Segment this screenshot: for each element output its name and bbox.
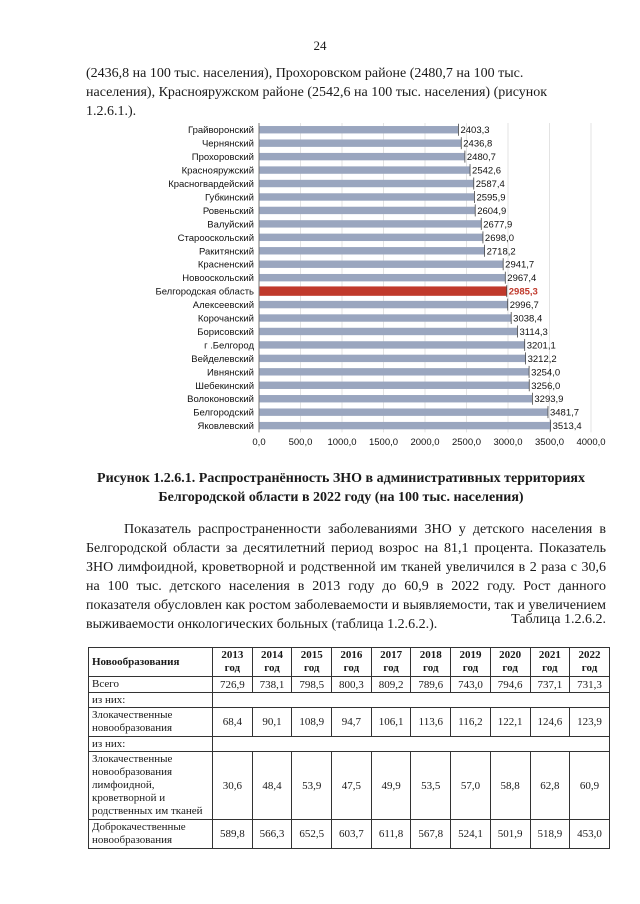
value-cell: 113,6 [411,708,451,737]
value-label: 3256,0 [531,380,561,392]
category-label: Борисовский [197,326,254,338]
value-cell: 800,3 [332,677,372,693]
value-cell: 106,1 [371,708,411,737]
prevalence-bar-chart [0,118,640,458]
category-label: Яковлевский [197,421,254,433]
value-cell: 743,0 [451,677,491,693]
row-label: Всего [89,677,213,693]
neoplasm-table [88,647,610,849]
value-label: 2718,2 [486,246,516,258]
value-label: 3254,0 [531,367,561,379]
value-cell: 789,6 [411,677,451,693]
value-cell: 94,7 [332,708,372,737]
bar [259,368,529,375]
category-label: Ракитянский [198,246,254,258]
value-label: 2698,0 [484,232,514,244]
column-header-year [490,648,530,677]
value-cell: 57,0 [451,752,491,820]
year-unit: год [502,662,518,674]
value-cell: 731,3 [570,677,610,693]
value-cell: 123,9 [570,708,610,737]
column-header-neoplasms: Новообразования [89,648,213,677]
table-row [89,752,610,820]
value-cell: 794,6 [490,677,530,693]
bar [259,153,465,160]
bar [259,166,470,173]
value-cell: 53,9 [292,752,332,820]
value-label: 2677,9 [483,219,513,231]
bar [259,395,532,402]
value-cell: 567,8 [411,820,451,849]
value-label: 2996,7 [509,300,539,312]
category-label: Краснояружский [181,165,254,177]
year-unit: год [343,662,360,674]
category-label: Волоконовский [187,394,254,406]
page-number: 24 [313,38,327,53]
x-tick-label: 0,0 [252,437,266,448]
bar [259,207,475,214]
value-cell: 798,5 [292,677,332,693]
value-cell: 726,9 [213,677,253,693]
bar [259,247,485,254]
column-header-year [411,648,451,677]
category-label: Ивнянский [206,367,254,379]
category-label: Прохоровский [191,152,254,164]
value-label: 2587,4 [475,179,505,191]
row-label: из них: [89,693,213,708]
bar [259,126,458,133]
year-unit: год [224,662,241,674]
value-cell: 603,7 [332,820,372,849]
intro-paragraph: (2436,8 на 100 тыс. населения), Прохоровском районе (2480,7 на 100 тыс. населения), Краснояружском районе (2542,6 на 100 тыс. населения) (рисунок 1.2.6.1.). [86,66,548,119]
value-label: 3201,1 [526,340,556,352]
year-unit: год [462,662,479,674]
value-cell: 53,5 [411,752,451,820]
value-label: 2480,7 [466,152,496,164]
table-header-row [89,648,610,677]
table-body [89,677,610,849]
value-cell: 68,4 [213,708,253,737]
table-subheader-row [89,737,610,752]
category-label: Ровеньский [202,205,254,217]
x-tick-label: 1500,0 [368,437,399,448]
category-label: Красненский [197,259,254,271]
category-label: Белгородская область [155,286,254,298]
value-label: 2941,7 [505,259,535,271]
table-subheader-row [89,693,610,708]
value-label: 2595,9 [476,192,506,204]
figure-caption [86,469,596,507]
year-unit: год [581,662,598,674]
value-cell: 589,8 [213,820,253,849]
value-label: 3513,4 [552,421,582,433]
column-header-year [292,648,332,677]
value-cell: 62,8 [530,752,570,820]
value-cell: 108,9 [292,708,332,737]
category-label: Алексеевский [192,300,254,312]
year-label: 2018 [419,649,442,661]
value-cell: 124,6 [530,708,570,737]
bar [259,341,525,348]
value-cell: 90,1 [252,708,292,737]
year-unit: год [264,662,280,674]
year-unit: год [542,662,558,674]
bar [259,355,526,362]
category-label: Губкинский [204,192,254,204]
column-header-year [451,648,491,677]
table-label: Таблица 1.2.6.2. [511,612,606,627]
x-tick-label: 2000,0 [410,437,440,448]
value-cell: 60,9 [570,752,610,820]
column-header-year [213,648,253,677]
row-label: из них: [89,737,213,752]
value-label: 2436,8 [463,138,493,150]
column-header-year [530,648,570,677]
table-row [89,677,610,693]
category-label: Вейделевский [191,353,254,365]
bar [259,314,511,321]
value-cell: 611,8 [371,820,411,849]
x-tick-label: 2500,0 [451,437,482,448]
value-label: 2403,3 [460,125,490,137]
year-label: 2016 [340,649,363,661]
value-cell: 809,2 [371,677,411,693]
year-label: 2015 [300,649,323,661]
table-row [89,820,610,849]
year-label: 2014 [261,649,284,661]
value-cell: 453,0 [570,820,610,849]
value-label: 2967,4 [507,273,537,285]
bar [259,139,461,146]
column-header-year [371,648,411,677]
bar [259,274,505,281]
value-label: 3293,9 [534,394,564,406]
category-label: Валуйский [207,219,254,231]
value-cell: 116,2 [451,708,491,737]
x-tick-label: 1000,0 [327,437,357,448]
value-label: 2985,3 [508,286,538,298]
year-unit: год [303,662,320,674]
category-label: Белгородский [193,407,254,419]
bar [259,301,508,308]
row-label: Доброкачественные новообразования [89,820,213,849]
value-cell: 524,1 [451,820,491,849]
category-label: Чернянский [201,138,254,150]
body-paragraph: Показатель распространенности заболеваниями ЗНО у детского населения в Белгородской области за десятилетний период возрос на 81,1 процента. Показатель ЗНО лимфоидной, кроветворной и родственной им тканей увеличился в 2 раза с 30,6 на 100 тыс. детского населения в 2013 году до 60,9 в 2022 году. Рост данного показателя обусловлен как ростом заболеваемости и выявляемости, так и увеличением выживаемости онкологических больных (таблица 1.2.6.2.). [86,522,606,632]
bar [259,382,529,389]
year-label: 2019 [459,649,482,661]
bar [259,328,517,335]
category-label: Корочанский [197,313,254,325]
bar [259,180,474,187]
bar-highlight [259,286,507,295]
value-cell: 58,8 [490,752,530,820]
year-unit: год [423,662,439,674]
value-cell: 652,5 [292,820,332,849]
figure-caption-line2: Белгородской области в 2022 году (на 100 тыс. населения) [158,490,524,505]
value-cell: 122,1 [490,708,530,737]
value-label: 3038,4 [513,313,543,325]
value-label: 3481,7 [549,407,580,419]
bar [259,422,551,429]
bar [259,193,474,200]
category-label: Шебекинский [195,380,254,392]
category-label: г .Белгород [204,340,254,352]
value-cell: 566,3 [252,820,292,849]
year-label: 2017 [380,649,403,661]
value-cell: 48,4 [252,752,292,820]
value-cell: 518,9 [530,820,570,849]
year-label: 2022 [578,649,601,661]
bar [259,234,483,241]
value-label: 2604,9 [477,205,507,217]
value-cell: 49,9 [371,752,411,820]
value-label: 3212,2 [527,353,557,365]
bar [259,408,548,415]
category-label: Красногвардейский [168,179,254,191]
year-unit: год [383,662,399,674]
value-cell: 501,9 [490,820,530,849]
value-label: 2542,6 [472,165,502,177]
value-cell: 738,1 [252,677,292,693]
value-label: 3114,3 [519,326,548,338]
column-header-year [332,648,372,677]
row-label: Злокачественные новообразования лимфоидной, кроветворной и родственных им тканей [89,752,213,820]
figure-caption-line1: Рисунок 1.2.6.1. Распространённость ЗНО в административных территориях [97,471,585,486]
category-label: Новооскольский [182,273,254,285]
bar [259,261,503,268]
value-cell: 737,1 [530,677,570,693]
column-header-year [252,648,292,677]
category-label: Грайворонский [187,125,254,137]
row-label: Злокачественные новообразования [89,708,213,737]
year-label: 2021 [538,649,561,661]
x-tick-label: 500,0 [288,437,313,448]
year-label: 2013 [221,649,244,661]
bar [259,220,481,227]
empty-cell [213,737,610,752]
column-header-year [570,648,610,677]
category-label: Старооскольский [177,232,254,244]
empty-cell [213,693,610,708]
x-tick-label: 3500,0 [534,437,565,448]
value-cell: 47,5 [332,752,372,820]
year-label: 2020 [499,649,522,661]
table-row [89,708,610,737]
value-cell: 30,6 [213,752,253,820]
x-tick-label: 3000,0 [493,437,523,448]
x-tick-label: 4000,0 [576,437,606,448]
